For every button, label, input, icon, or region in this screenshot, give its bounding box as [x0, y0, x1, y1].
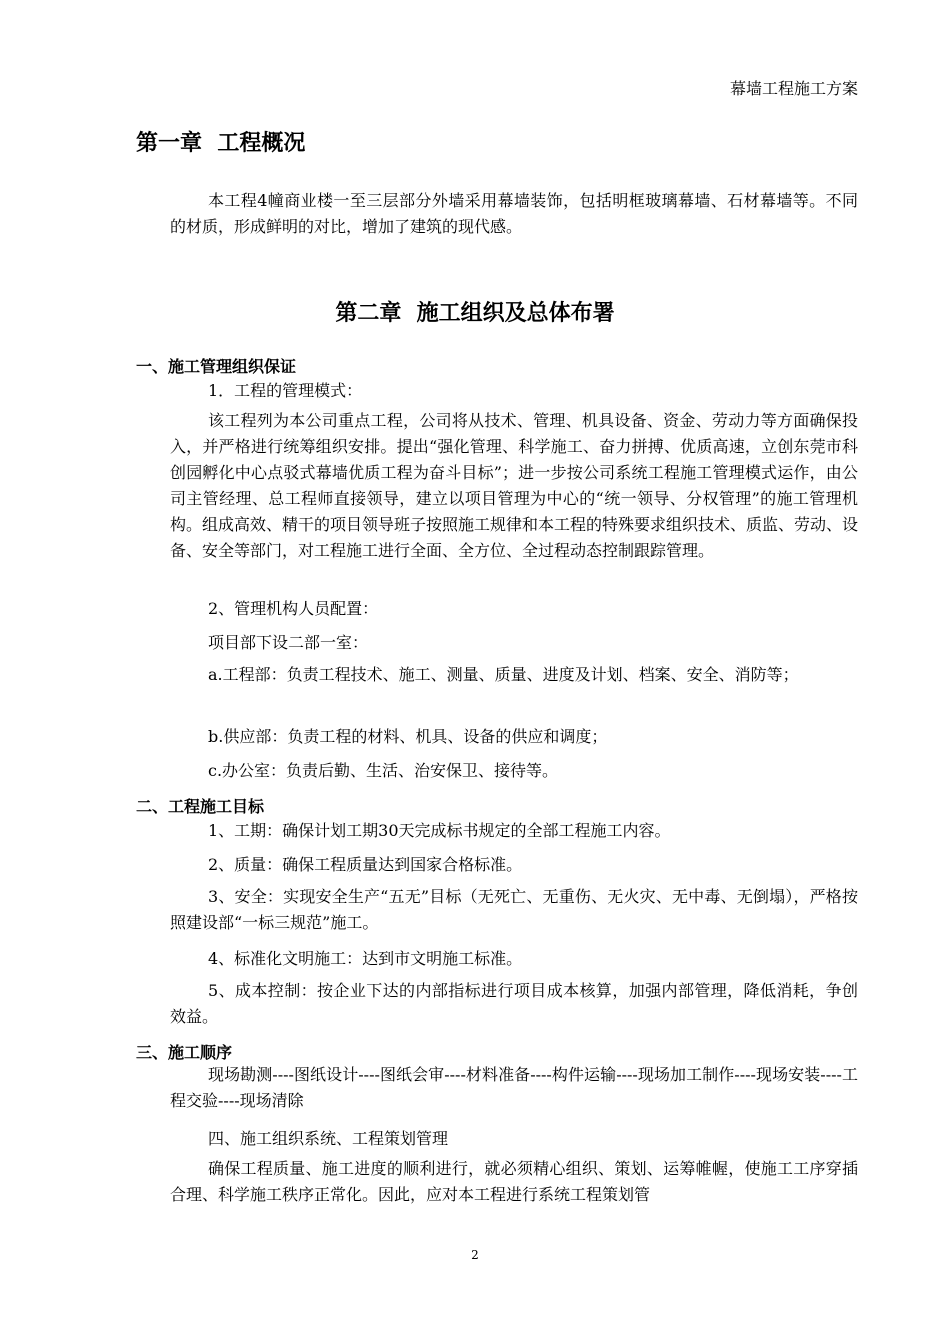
section-1-sub-intro: 项目部下设二部一室： — [208, 633, 369, 652]
section-2-title: 二、工程施工目标 — [136, 797, 265, 816]
dept-office: c.办公室：负责后勤、生活、治安保卫、接待等。 — [208, 761, 559, 780]
page-number: 2 — [471, 1248, 479, 1262]
goal-cost: 5、成本控制：按企业下达的内部指标进行项目成本核算，加强内部管理，降低消耗，争创效益。 — [170, 981, 858, 1026]
running-header: 幕墙工程施工方案 — [729, 79, 858, 98]
goal-schedule: 1、工期：确保计划工期30天完成标书规定的全部工程施工内容。 — [208, 821, 671, 840]
section-4-paragraph: 确保工程质量、施工进度的顺利进行，就必须精心组织、策划、运筹帷幄，使施工工序穿插合理、科学施工秩序正常化。因此，应对本工程进行系统工程策划管 — [170, 1159, 858, 1204]
dept-engineering: a.工程部：负责工程技术、施工、测量、质量、进度及计划、档案、安全、消防等； — [208, 665, 799, 684]
dept-supply: b.供应部：负责工程的材料、机具、设备的供应和调度； — [208, 727, 608, 746]
section-1-title: 一、施工管理组织保证 — [136, 357, 297, 376]
section-1-item-2: 2、管理机构人员配置： — [208, 599, 379, 618]
section-4-title: 四、施工组织系统、工程策划管理 — [208, 1129, 449, 1148]
section-3-title: 三、施工顺序 — [136, 1043, 233, 1062]
goal-safety: 3、安全：实现安全生产“五无”目标（无死亡、无重伤、无火灾、无中毒、无倒塌），严格按照建设部“一标三规范”施工。 — [170, 887, 858, 932]
construction-sequence: 现场勘测----图纸设计----图纸会审----材料准备----构件运输----现场加工制作----现场安装----工程交验----现场清除 — [170, 1065, 858, 1110]
section-1-item-1: 1．工程的管理模式： — [208, 381, 363, 400]
goal-civilized: 4、标准化文明施工：达到市文明施工标准。 — [208, 949, 523, 968]
chapter-1-title: 第一章 工程概况 — [136, 131, 306, 156]
chapter-2-title: 第二章 施工组织及总体布署 — [335, 301, 615, 326]
chapter-1-paragraph: 本工程4幢商业楼一至三层部分外墙采用幕墙装饰，包括明框玻璃幕墙、石材幕墙等。不同的材质，形成鲜明的对比，增加了建筑的现代感。 — [170, 191, 858, 236]
goal-quality: 2、质量：确保工程质量达到国家合格标准。 — [208, 855, 523, 874]
section-1-paragraph: 该工程列为本公司重点工程，公司将从技术、管理、机具设备、资金、劳动力等方面确保投入，并严格进行统筹组织安排。提出“强化管理、科学施工、奋力拼搏、优质高速，立创东莞市科创园孵化中心点驳式幕墙优质工程为奋斗目标”；进一步按公司系统工程施工管理模式运作，由公司主管经理、总工程师直接领导，建立以项目管理为中心的“统一领导、分权管理”的施工管理机构。组成高效、精干的项目领导班子按照施工规律和本工程的特殊要求组织技术、质监、劳动、设备、安全等部门，对工程施工进行全面、全方位、全过程动态控制跟踪管理。 — [170, 411, 859, 560]
